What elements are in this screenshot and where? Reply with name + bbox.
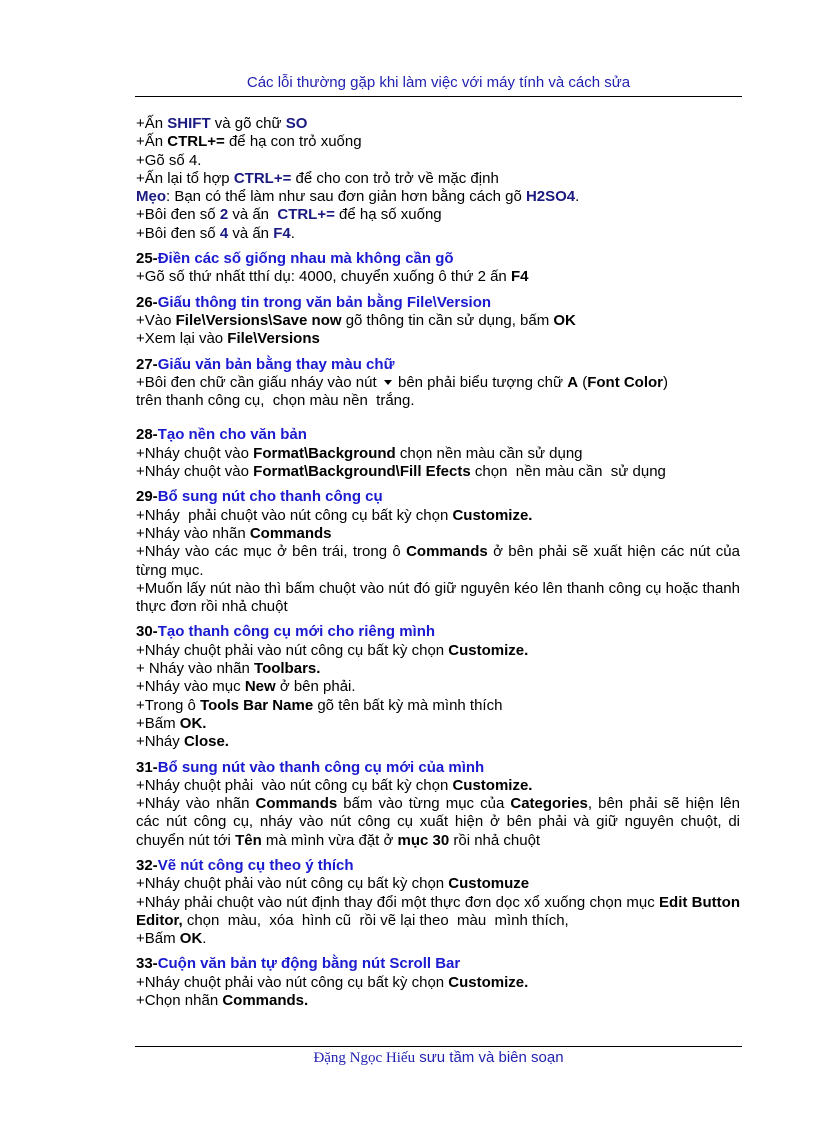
section-number: 30- xyxy=(136,623,158,641)
text: +Nháy xyxy=(136,733,184,751)
text-line xyxy=(136,930,740,948)
section-number: 26- xyxy=(136,293,158,311)
intro-block xyxy=(136,115,740,243)
text: +Nháy chuột phải vào nút công cụ bất kỳ chọn xyxy=(136,973,449,991)
section-32 xyxy=(136,856,745,948)
dropdown-arrow-icon xyxy=(384,380,392,385)
text: +Bôi đen chữ cần giấu nháy vào nút xyxy=(136,373,381,391)
section-title: Giấu văn bản bằng thay màu chữ xyxy=(157,355,395,373)
text: +Vào xyxy=(136,311,176,329)
section-heading xyxy=(136,759,740,777)
keyword: F4 xyxy=(273,224,291,242)
text-line xyxy=(136,170,740,188)
text-line xyxy=(136,660,740,678)
document-body xyxy=(136,115,745,1010)
section-heading xyxy=(136,294,740,312)
keyword: 4 xyxy=(219,224,229,242)
keyword: File\Versions xyxy=(227,330,320,348)
text: gõ tên bất kỳ mà mình thích xyxy=(313,696,503,714)
text-line xyxy=(136,463,740,481)
section-heading xyxy=(136,426,740,444)
text: +Ấn xyxy=(136,133,168,151)
text: : Bạn có thể làm như sau đơn giản hơn bằng cách gõ xyxy=(166,188,526,206)
text: +Chọn nhãn xyxy=(136,992,223,1010)
text: ( xyxy=(578,373,588,391)
section-number: 27- xyxy=(136,355,158,373)
keyword: SHIFT xyxy=(167,115,211,132)
keyword: A xyxy=(567,373,579,391)
text-line xyxy=(136,777,740,795)
keyword: File\Versions\Save now xyxy=(175,311,342,329)
text: +Ấn xyxy=(136,115,168,132)
text: +Gõ số thứ nhất tthí dụ: 4000, chuyển xuống ô thứ 2 ấn xyxy=(136,268,511,286)
keyword: Commands xyxy=(249,524,332,542)
text-line xyxy=(136,992,740,1010)
text-line xyxy=(136,445,740,463)
text: +Bôi đen số xyxy=(136,224,220,242)
section-heading xyxy=(136,250,740,268)
footer-author: Đặng Ngọc Hiếu xyxy=(313,1050,416,1066)
section-heading xyxy=(136,356,740,374)
text-line xyxy=(136,507,740,525)
section-title: Điền các số giống nhau mà không cần gõ xyxy=(157,250,454,268)
section-title: Giấu thông tin trong văn bản bằng File\Version xyxy=(157,293,492,311)
text: bên phải biểu tượng chữ xyxy=(393,373,568,391)
section-number: 29- xyxy=(136,488,158,506)
keyword: CTRL+= xyxy=(233,169,292,187)
text: +Ấn lại tổ hợp xyxy=(136,169,234,187)
text: +Bôi đen số xyxy=(136,206,220,224)
text-line xyxy=(136,678,740,696)
keyword: Format\Background\Fill Efects xyxy=(253,463,471,481)
text: +Nháy chuột vào xyxy=(136,444,254,462)
text: . xyxy=(575,188,580,206)
text: . xyxy=(290,224,295,242)
text: +Nháy vào các mục ở bên trái, trong ô xyxy=(136,543,407,561)
page-footer xyxy=(135,1049,742,1067)
header-rule xyxy=(135,96,742,97)
text: và ấn xyxy=(228,206,278,224)
text-line xyxy=(136,893,745,931)
section-30 xyxy=(136,623,740,751)
text: +Nháy chuột phải vào nút công cụ bất kỳ chọn xyxy=(136,776,453,794)
tip-line xyxy=(136,188,740,206)
text: + Nháy vào nhãn xyxy=(136,660,255,678)
text-line xyxy=(136,312,740,330)
keyword: Toolbars. xyxy=(254,660,321,678)
text-line xyxy=(136,795,745,850)
keyword: Commands. xyxy=(222,992,309,1010)
text-line xyxy=(136,697,740,715)
keyword: Commands xyxy=(406,543,488,561)
keyword: Tools Bar Name xyxy=(200,696,314,714)
keyword: Customize. xyxy=(452,776,533,794)
keyword: Customize. xyxy=(448,973,529,991)
keyword: Edit Button Editor, xyxy=(136,893,745,929)
section-29 xyxy=(136,488,745,616)
text: +Nháy chuột vào xyxy=(136,463,254,481)
footer-rule xyxy=(135,1046,742,1047)
text-line: trên thanh công cụ, chọn màu nền trắng. xyxy=(136,392,415,410)
text: và ấn xyxy=(228,224,274,242)
keyword: Format\Background xyxy=(253,444,396,462)
text-line xyxy=(136,715,740,733)
text: +Nháy chuột phải vào nút công cụ bất kỳ chọn xyxy=(136,641,449,659)
keyword: New xyxy=(244,678,276,696)
keyword: 2 xyxy=(219,206,229,224)
keyword: CTRL+= xyxy=(277,206,335,224)
section-title: Bổ sung nút vào thanh công cụ mới của mình xyxy=(157,758,485,776)
text-line: +Gõ số 4. xyxy=(136,151,202,169)
text-line xyxy=(136,974,740,992)
section-number: 33- xyxy=(136,955,158,973)
text: ) xyxy=(663,373,669,391)
section-number: 31- xyxy=(136,758,158,776)
keyword: OK xyxy=(553,311,576,329)
keyword: OK. xyxy=(179,714,207,732)
section-number: 32- xyxy=(136,856,158,874)
text: +Bấm xyxy=(136,930,180,948)
text-line xyxy=(136,642,740,660)
text-line xyxy=(136,733,740,751)
text-line xyxy=(136,206,740,224)
text: để hạ con trỏ xuống xyxy=(224,133,362,151)
text: chọn nền màu cần sử dụng xyxy=(470,463,666,481)
text: . xyxy=(202,930,207,948)
text: +Nháy phải chuột vào nút định thay đổi một thực đơn dọc xổ xuống chọn mục xyxy=(136,893,660,911)
section-title: Cuộn văn bản tự động bằng nút Scroll Bar xyxy=(157,955,461,973)
text-line xyxy=(136,133,740,151)
text: gõ thông tin cần sử dụng, bấm xyxy=(341,311,554,329)
section-heading xyxy=(136,623,740,641)
section-number: 25- xyxy=(136,250,158,268)
keyword: Categories xyxy=(510,795,588,813)
text: +Nháy phải chuột vào nút công cụ bất kỳ chọn xyxy=(136,506,453,524)
text: chọn nền màu cần sử dụng xyxy=(395,444,583,462)
page-header: Các lỗi thường gặp khi làm việc với máy tính và cách sửa xyxy=(246,74,631,91)
text: để cho con trỏ trở về mặc định xyxy=(291,169,499,187)
text: +Nháy chuột phải vào nút công cụ bất kỳ chọn xyxy=(136,875,449,893)
section-26 xyxy=(136,294,740,349)
keyword: Font Color xyxy=(587,373,664,391)
section-31 xyxy=(136,758,745,850)
text: chọn màu, xóa hình cũ rồi vẽ lại theo màu mình thích, xyxy=(182,911,569,929)
keyword: Customuze xyxy=(448,875,530,893)
text-line xyxy=(136,525,740,543)
section-27 xyxy=(136,356,740,411)
text-line xyxy=(136,115,740,133)
text: ở bên phải sẽ xuất hiện các nút của từng mục. xyxy=(136,543,745,579)
text: +Nháy vào nhãn xyxy=(136,524,250,542)
text-line xyxy=(136,875,740,893)
section-heading xyxy=(136,857,740,875)
section-number: 28- xyxy=(136,426,158,444)
text: , bên phải sẽ hiện lên các nút công cụ, nháy vào nút công cụ xuất hiện ở bên phải và giữ nguyên chuột, di chuyển nút tới xyxy=(136,795,745,849)
keyword: CTRL+= xyxy=(167,133,225,151)
text-line xyxy=(136,330,740,348)
keyword: Tên xyxy=(235,831,262,849)
keyword: OK xyxy=(179,930,203,948)
keyword: F4 xyxy=(510,268,529,286)
keyword: SO xyxy=(285,115,308,132)
section-33 xyxy=(136,955,740,1010)
keyword: mục 30 xyxy=(397,831,450,849)
section-title: Tạo thanh công cụ mới cho riêng mình xyxy=(157,623,436,641)
text: ở bên phải. xyxy=(275,678,356,696)
text: rồi nhả chuột xyxy=(449,831,541,849)
text: +Bấm xyxy=(136,714,180,732)
keyword: Customize. xyxy=(452,506,533,524)
section-25 xyxy=(136,250,740,287)
keyword: Customize. xyxy=(448,641,529,659)
text-line xyxy=(136,543,745,580)
text: bấm vào từng mục của xyxy=(337,795,511,813)
section-heading xyxy=(136,955,740,973)
text: +Xem lại vào xyxy=(136,330,228,348)
tip-label: Mẹo xyxy=(136,188,166,206)
text-line xyxy=(136,225,740,243)
text-line: +Muốn lấy nút nào thì bấm chuột vào nút đó giữ nguyên kéo lên thanh công cụ hoặc thanh thực đơn rồi nhả chuột xyxy=(136,579,745,616)
text-line xyxy=(136,268,740,286)
text: +Nháy vào mục xyxy=(136,678,245,696)
keyword: H2SO4 xyxy=(525,188,576,206)
text-line xyxy=(136,374,740,392)
section-28 xyxy=(136,426,740,481)
text: và gõ chữ xyxy=(210,115,286,132)
text: +Nháy vào nhãn xyxy=(136,795,256,813)
text: +Trong ô xyxy=(136,696,201,714)
keyword: Commands xyxy=(255,795,338,813)
text: để hạ số xuống xyxy=(334,206,442,224)
footer-text: sưu tầm và biên soạn xyxy=(415,1049,564,1066)
section-heading xyxy=(136,488,740,506)
section-title: Vẽ nút công cụ theo ý thích xyxy=(157,856,354,874)
text: mà mình vừa đặt ở xyxy=(261,831,398,849)
keyword: Close. xyxy=(183,733,229,751)
section-title: Bổ sung nút cho thanh công cụ xyxy=(157,488,383,506)
section-title: Tạo nền cho văn bản xyxy=(157,426,307,444)
